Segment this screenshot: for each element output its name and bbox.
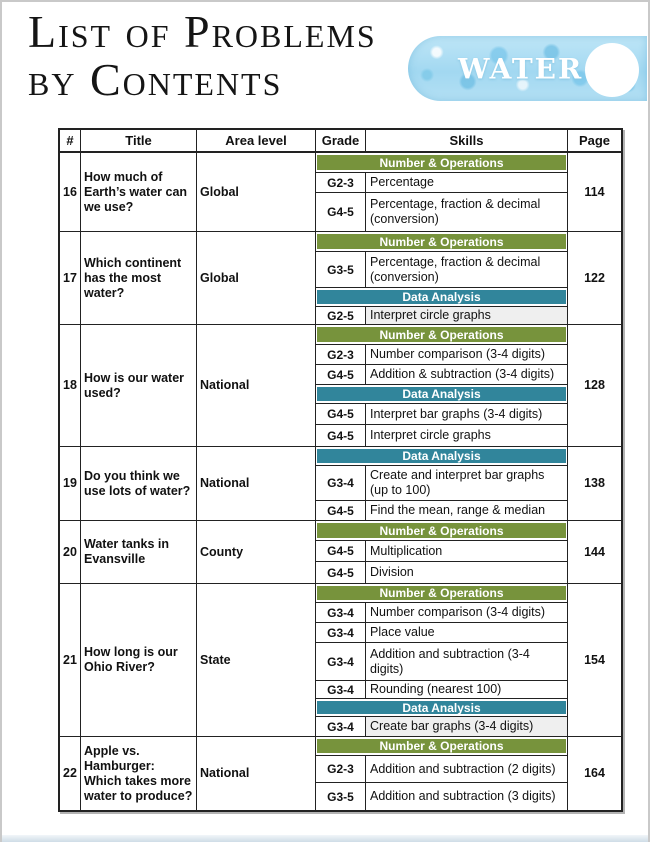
grade-range: G3-4	[316, 466, 366, 500]
skill-row	[316, 465, 567, 500]
skill-row	[316, 251, 567, 287]
skills-category-band	[316, 737, 567, 755]
problem-number: 16	[60, 153, 81, 231]
skill-description: Create and interpret bar graphs (up to 100)	[370, 468, 545, 497]
problem-number: 20	[60, 521, 81, 583]
skill-row	[316, 602, 567, 622]
skills-category-band	[316, 521, 567, 540]
skill-row	[316, 540, 567, 561]
table-header-row	[60, 130, 621, 153]
grade-range: G4-5	[316, 501, 366, 520]
skill-description: Addition and subtraction (3-4 digits)	[370, 646, 530, 676]
skills-area	[316, 521, 568, 583]
number-operations-band: Number & Operations	[317, 523, 566, 538]
skill-description: Rounding (nearest 100)	[370, 682, 502, 696]
header-cell-grade: Grade	[316, 130, 366, 151]
skills-category-band	[316, 325, 567, 344]
grade-range: G2-5	[316, 307, 366, 324]
problem-number: 19	[60, 447, 81, 520]
page-number: 128	[584, 378, 605, 392]
skill-row	[316, 642, 567, 680]
number-operations-band: Number & Operations	[317, 155, 566, 170]
grade-range: G3-5	[316, 252, 366, 287]
skill-row	[316, 403, 567, 424]
skill-description: Find the mean, range & median	[370, 503, 546, 517]
skills-area	[316, 325, 568, 446]
skill-description: Interpret bar graphs (3-4 digits)	[370, 406, 543, 421]
table-row	[60, 736, 621, 810]
number-operations-band: Number & Operations	[317, 739, 566, 753]
page-number: 144	[584, 544, 605, 559]
problem-number: 22	[60, 737, 81, 810]
grade-range: G3-4	[316, 623, 366, 642]
page-number: 138	[584, 476, 605, 490]
table-body	[60, 153, 621, 810]
page-number: 114	[584, 184, 605, 199]
skill-description: Addition and subtraction (3 digits)	[370, 789, 556, 803]
area-level: National	[197, 325, 316, 446]
skill-row	[316, 344, 567, 364]
skill-description: Interpret circle graphs	[366, 307, 567, 324]
skills-category-band	[316, 153, 567, 172]
skill-row	[316, 755, 567, 782]
area-level: National	[197, 737, 316, 810]
skill-row	[316, 716, 567, 736]
water-badge	[408, 36, 647, 101]
grade-range: G3-4	[316, 681, 366, 698]
grade-range: G3-4	[316, 603, 366, 622]
skills-area	[316, 737, 568, 810]
page-number: 154	[584, 652, 605, 667]
skill-description: Interpret circle graphs	[370, 428, 491, 442]
problem-title: How is our water used?	[81, 325, 197, 446]
skill-row	[316, 306, 567, 324]
area-level: County	[197, 521, 316, 583]
skill-description: Addition and subtraction (2 digits)	[370, 761, 556, 776]
skill-description: Number comparison (3-4 digits)	[370, 347, 546, 361]
table-row	[60, 583, 621, 736]
grade-range: G2-3	[316, 345, 366, 364]
table-row	[60, 231, 621, 324]
problem-number: 18	[60, 325, 81, 446]
header-cell-page: Page	[578, 133, 611, 148]
grade-range: G3-5	[316, 783, 366, 810]
problem-title: How long is our Ohio River?	[81, 584, 197, 736]
skill-description: Create bar graphs (3-4 digits)	[366, 717, 567, 736]
grade-range: G4-5	[316, 404, 366, 424]
area-level: State	[197, 584, 316, 736]
skill-description: Percentage	[370, 175, 434, 189]
number-operations-band: Number & Operations	[317, 327, 566, 342]
skills-category-band	[316, 584, 567, 602]
header-cell-title: Title	[81, 130, 197, 151]
badge-notch-cutout-icon	[585, 43, 639, 97]
grade-range: G4-5	[316, 193, 366, 231]
water-badge-label: WATER	[458, 52, 584, 85]
skills-area	[316, 232, 568, 324]
table-row	[60, 324, 621, 446]
skills-category-band	[316, 384, 567, 403]
skill-row	[316, 561, 567, 583]
skill-description: Place value	[370, 625, 435, 639]
skill-row	[316, 680, 567, 698]
grade-range: G4-5	[316, 541, 366, 561]
grade-range: G2-3	[316, 173, 366, 192]
table-row	[60, 446, 621, 520]
table-row	[60, 520, 621, 583]
skill-description: Multiplication	[370, 543, 443, 558]
skills-category-band	[316, 232, 567, 251]
skill-description: Percentage, fraction & decimal (conversion)	[370, 197, 541, 226]
skill-row	[316, 782, 567, 810]
skills-category-band	[316, 447, 567, 465]
grade-range: G4-5	[316, 425, 366, 446]
number-operations-band: Number & Operations	[317, 234, 566, 249]
grade-range: G2-3	[316, 756, 366, 782]
skill-row	[316, 364, 567, 384]
document-title-line2: by Contents	[28, 54, 283, 105]
header-cell-number: #	[60, 130, 81, 151]
skill-row	[316, 424, 567, 446]
problem-title: Apple vs. Hamburger: Which takes more water to produce?	[81, 737, 197, 810]
skill-description: Number comparison (3-4 digits)	[370, 605, 546, 619]
skills-category-band	[316, 287, 567, 306]
grade-range: G3-4	[316, 717, 366, 736]
data-analysis-band: Data Analysis	[317, 701, 566, 714]
skills-area	[316, 153, 568, 231]
problem-number: 21	[60, 584, 81, 736]
problem-title: How much of Earth’s water can we use?	[81, 153, 197, 231]
skill-row	[316, 500, 567, 520]
document-title-line1: List of Problems	[28, 6, 377, 57]
page-number: 122	[584, 270, 605, 285]
document-title	[28, 8, 377, 104]
page-bottom-edge	[0, 835, 650, 842]
table-row	[60, 153, 621, 231]
area-level: Global	[197, 153, 316, 231]
skills-area	[316, 447, 568, 520]
data-analysis-band: Data Analysis	[317, 449, 566, 463]
skills-area	[316, 584, 568, 736]
grade-range: G3-4	[316, 643, 366, 680]
problem-number: 17	[60, 232, 81, 324]
number-operations-band: Number & Operations	[317, 586, 566, 600]
skill-description: Percentage, fraction & decimal (conversion)	[370, 254, 541, 284]
header-cell-area-level: Area level	[197, 130, 316, 151]
skill-description: Division	[370, 565, 414, 579]
header-cell-skills: Skills	[366, 130, 568, 151]
data-analysis-band: Data Analysis	[317, 387, 566, 401]
area-level: Global	[197, 232, 316, 324]
area-level: National	[197, 447, 316, 520]
data-analysis-band: Data Analysis	[317, 290, 566, 304]
grade-range: G4-5	[316, 365, 366, 384]
contents-table	[58, 128, 623, 812]
page-number: 164	[584, 766, 605, 780]
skill-row	[316, 192, 567, 231]
problem-title: Do you think we use lots of water?	[81, 447, 197, 520]
skill-row	[316, 172, 567, 192]
grade-range: G4-5	[316, 562, 366, 583]
problem-title: Which continent has the most water?	[81, 232, 197, 324]
skill-row	[316, 622, 567, 642]
problem-title: Water tanks in Evansville	[81, 521, 197, 583]
skills-category-band	[316, 698, 567, 716]
skill-description: Addition & subtraction (3-4 digits)	[370, 367, 555, 381]
